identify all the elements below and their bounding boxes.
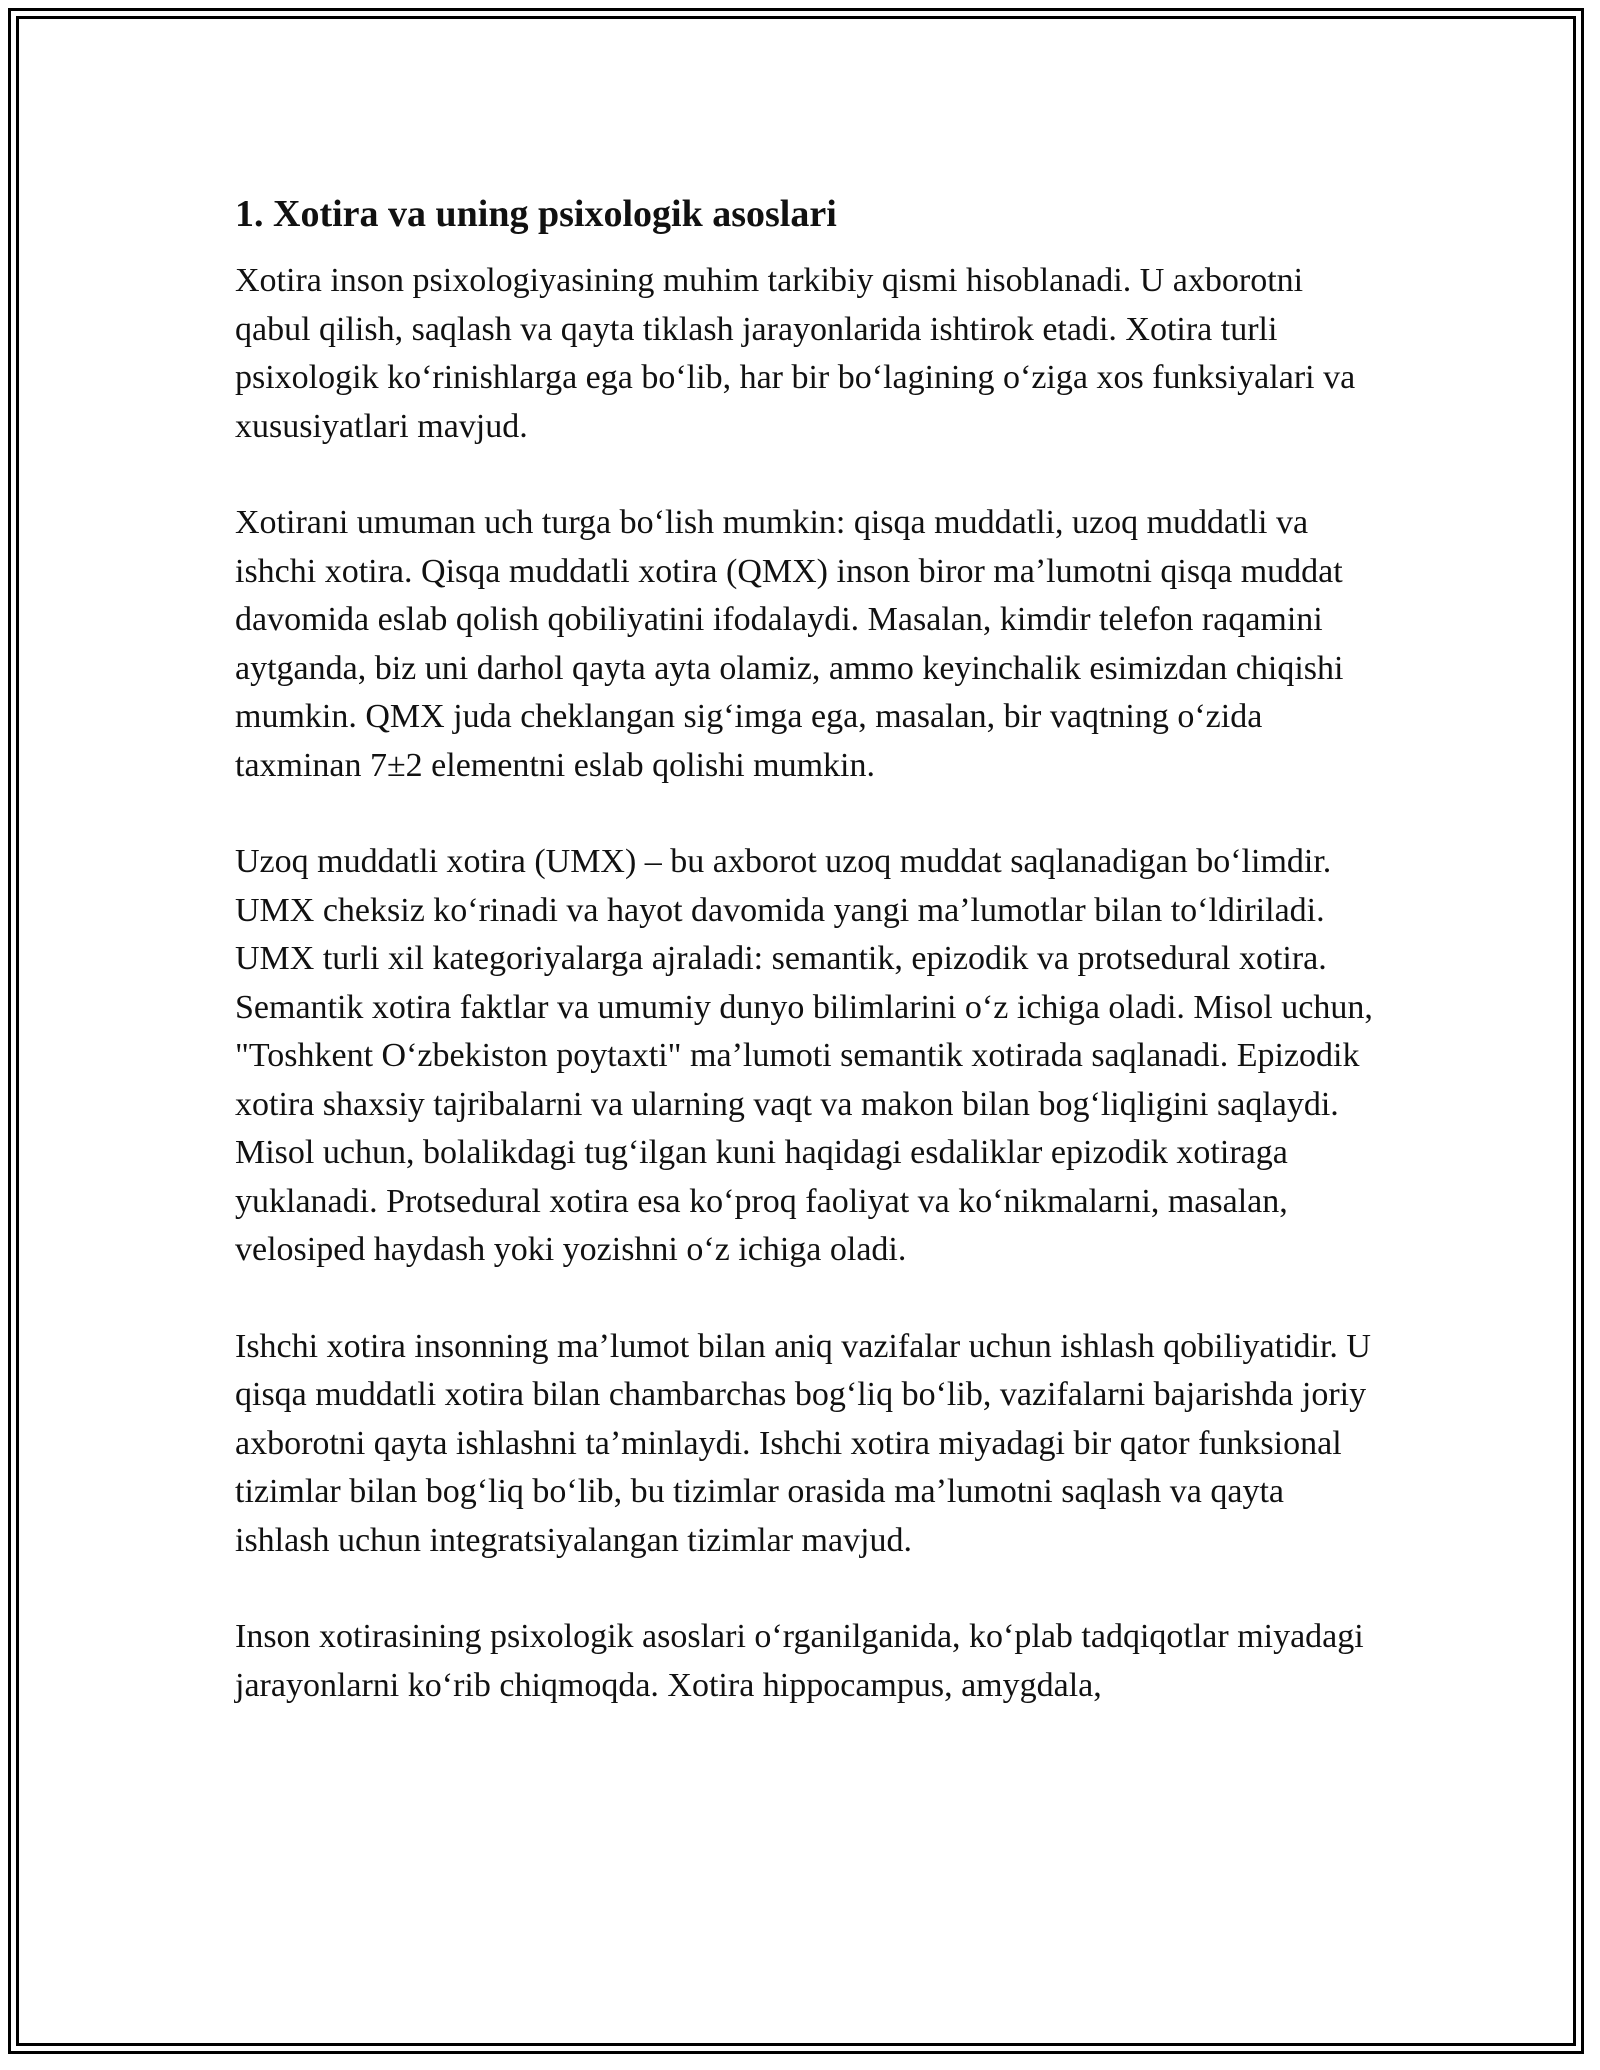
paragraph-2: Xotirani umuman uch turga boʻlish mumkin: qisqa muddatli, uzoq muddatli va ishchi xotira. Qisqa muddatli xotira (QMX) inson biror maʼlumotni qisqa muddat davomida eslab qolish qobiliyatini ifodalaydi. Masalan, kimdir telefon raqamini aytganda, biz uni darhol qayta ayta olamiz, ammo keyinchalik esimizdan chiqishi mumkin. QMX juda cheklangan sigʻimga ega, masalan, bir vaqtning oʻzida taxminan 7±2 elementni eslab qolishi mumkin. bbox=[235, 504, 1344, 784]
document-body bbox=[235, 185, 1375, 1758]
paragraph-3: Uzoq muddatli xotira (UMX) – bu axborot uzoq muddat saqlanadigan boʻlimdir. UMX cheksiz koʻrinadi va hayot davomida yangi maʼlumotlar bilan toʻldiriladi. UMX turli xil kategoriyalarga ajraladi: semantik, epizodik va protsedural xotira. Semantik xotira faktlar va umumiy dunyo bilimlarini oʻz ichiga oladi. Misol uchun, "Toshkent Oʻzbekiston poytaxti" maʼlumoti semantik xotirada saqlanadi. Epizodik xotira shaxsiy tajribalarni va ularning vaqt va makon bilan bogʻliqligini saqlaydi. Misol uchun, bolalikdagi tugʻilgan kuni haqidagi esdaliklar epizodik xotiraga yuklanadi. Protsedural xotira esa koʻproq faoliyat va koʻnikmalarni, masalan, velosiped haydash yoki yozishni oʻz ichiga oladi. bbox=[235, 843, 1373, 1268]
paragraph-5: Inson xotirasining psixologik asoslari oʻrganilganida, koʻplab tadqiqotlar miyadagi jarayonlarni koʻrib chiqmoqda. Xotira hippocampus, amygdala, bbox=[235, 1618, 1364, 1704]
section-heading: 1. Xotira va uning psixologik asoslari bbox=[235, 193, 837, 235]
paragraph-4: Ishchi xotira insonning maʼlumot bilan aniq vazifalar uchun ishlash qobiliyatidir. U qisqa muddatli xotira bilan chambarchas bogʻliq boʻlib, vazifalarni bajarishda joriy axborotni qayta ishlashni taʼminlaydi. Ishchi xotira miyadagi bir qator funksional tizimlar bilan bogʻliq boʻlib, bu tizimlar orasida maʼlumotni saqlash va qayta ishlash uchun integratsiyalangan tizimlar mavjud. bbox=[235, 1327, 1371, 1559]
paragraph-1: Xotira inson psixologiyasining muhim tarkibiy qismi hisoblanadi. U axborotni qabul qilish, saqlash va qayta tiklash jarayonlarida ishtirok etadi. Xotira turli psixologik koʻrinishlarga ega boʻlib, har bir boʻlagining oʻziga xos funksiyalari va xususiyatlari mavjud. bbox=[235, 262, 1356, 445]
